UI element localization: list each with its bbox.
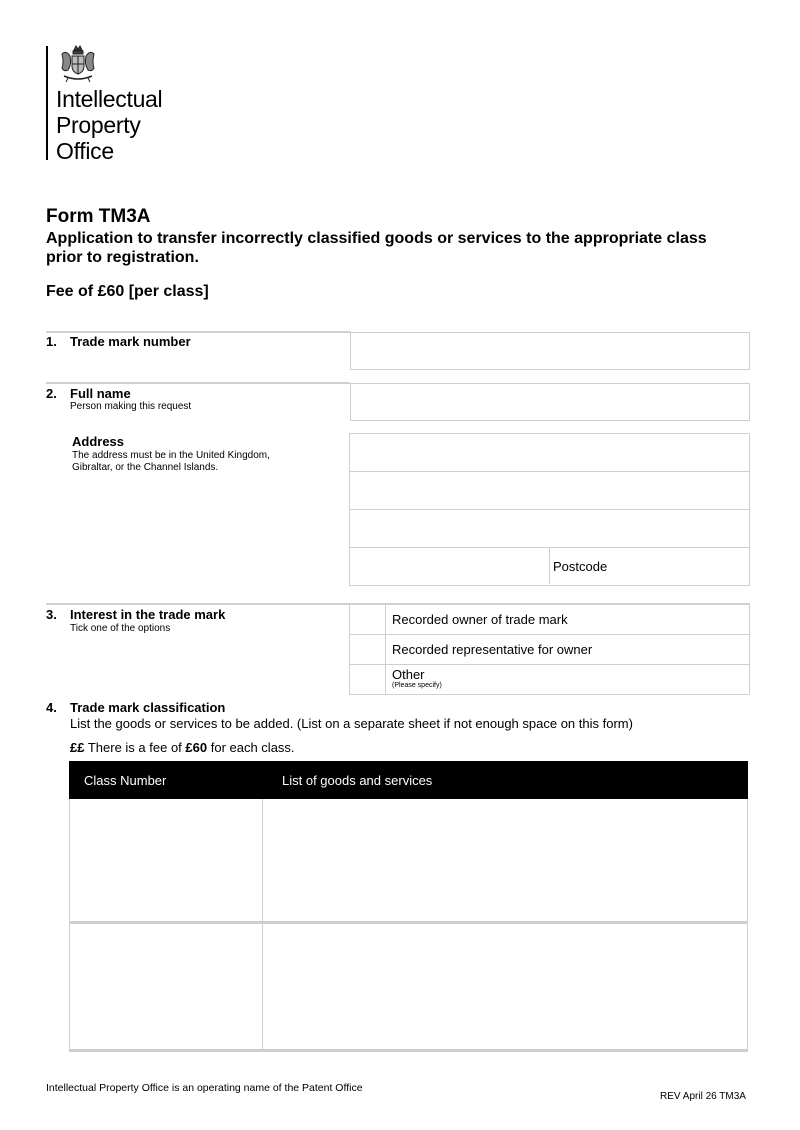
footer-note: Intellectual Property Office is an operating name of the Patent Office — [46, 1082, 363, 1094]
interest-options — [349, 605, 750, 695]
option-other-text — [386, 665, 442, 694]
classification-instructions: List the goods or services to be added. (List on a separate sheet if not enough space on this form) — [70, 716, 633, 731]
logo-wordmark — [56, 86, 162, 164]
logo-divider — [46, 46, 48, 160]
address-hint — [72, 450, 270, 474]
address-block — [349, 433, 750, 586]
form-subtitle: Application to transfer incorrectly classified goods or services to the appropriate class prior to registration. — [46, 230, 707, 266]
class-fee-note — [70, 740, 295, 755]
logo-line: Property — [56, 112, 141, 138]
class-number-field[interactable] — [70, 799, 263, 921]
section-divider — [46, 331, 350, 333]
option-label: Recorded owner of trade mark — [392, 612, 568, 627]
option-label: Other — [392, 667, 425, 682]
goods-services-field[interactable] — [263, 799, 747, 921]
address-label: Address — [72, 434, 125, 449]
fee-text: for each class. — [207, 740, 295, 755]
full-name-label: Full name — [70, 386, 131, 401]
address-line-1-field[interactable] — [350, 434, 749, 472]
section-number: 4. — [46, 700, 57, 715]
postcode-label: Postcode — [553, 558, 608, 574]
tick-box[interactable] — [350, 605, 386, 634]
table-body — [69, 799, 748, 1052]
classification-table — [69, 761, 748, 1052]
section-number: 2. — [46, 386, 57, 401]
full-name-hint: Person making this request — [70, 401, 192, 412]
interest-label: Interest in the trade mark — [70, 607, 226, 622]
fee-amount: £60 — [185, 740, 208, 755]
option-label: Recorded representative for owner — [392, 642, 593, 657]
table-header — [69, 761, 748, 799]
table-row — [70, 924, 747, 1049]
logo-line: Intellectual — [56, 86, 163, 112]
interest-hint: Tick one of the options — [70, 623, 171, 634]
address-hint-line: Gibraltar, or the Channel Islands. — [72, 462, 219, 473]
address-line-4-field[interactable] — [350, 548, 550, 584]
class-number-field[interactable] — [70, 924, 263, 1049]
coat-of-arms-icon — [56, 44, 100, 84]
form-title: Form TM3A — [46, 206, 151, 227]
column-header-class-number: Class Number — [84, 772, 167, 788]
logo-line: Office — [56, 138, 114, 164]
fee-prefix: ££ — [70, 740, 85, 755]
classification-label: Trade mark classification — [70, 700, 226, 715]
option-sub-label: (Please specify) — [392, 682, 442, 689]
tick-box[interactable] — [350, 665, 386, 694]
section-number: 3. — [46, 607, 57, 622]
goods-services-field[interactable] — [263, 924, 747, 1049]
address-last-row — [350, 548, 749, 584]
trade-mark-number-label: Trade mark number — [70, 334, 191, 349]
tick-box[interactable] — [350, 635, 386, 664]
option-recorded-owner[interactable] — [350, 605, 749, 635]
full-name-field[interactable] — [350, 383, 750, 421]
fee-text: There is a fee of — [84, 740, 186, 755]
column-header-goods-services: List of goods and services — [282, 772, 433, 788]
option-other[interactable] — [350, 665, 749, 694]
revision-label: REV April 26 TM3A — [660, 1091, 746, 1102]
table-row — [70, 799, 747, 924]
fee-heading: Fee of £60 [per class] — [46, 283, 209, 300]
address-line-3-field[interactable] — [350, 510, 749, 548]
option-recorded-representative[interactable] — [350, 635, 749, 665]
section-divider — [46, 382, 350, 384]
section-number: 1. — [46, 334, 57, 349]
address-line-2-field[interactable] — [350, 472, 749, 510]
address-hint-line: The address must be in the United Kingdom, — [72, 450, 270, 461]
postcode-field[interactable] — [550, 548, 749, 584]
trade-mark-number-field[interactable] — [350, 332, 750, 370]
